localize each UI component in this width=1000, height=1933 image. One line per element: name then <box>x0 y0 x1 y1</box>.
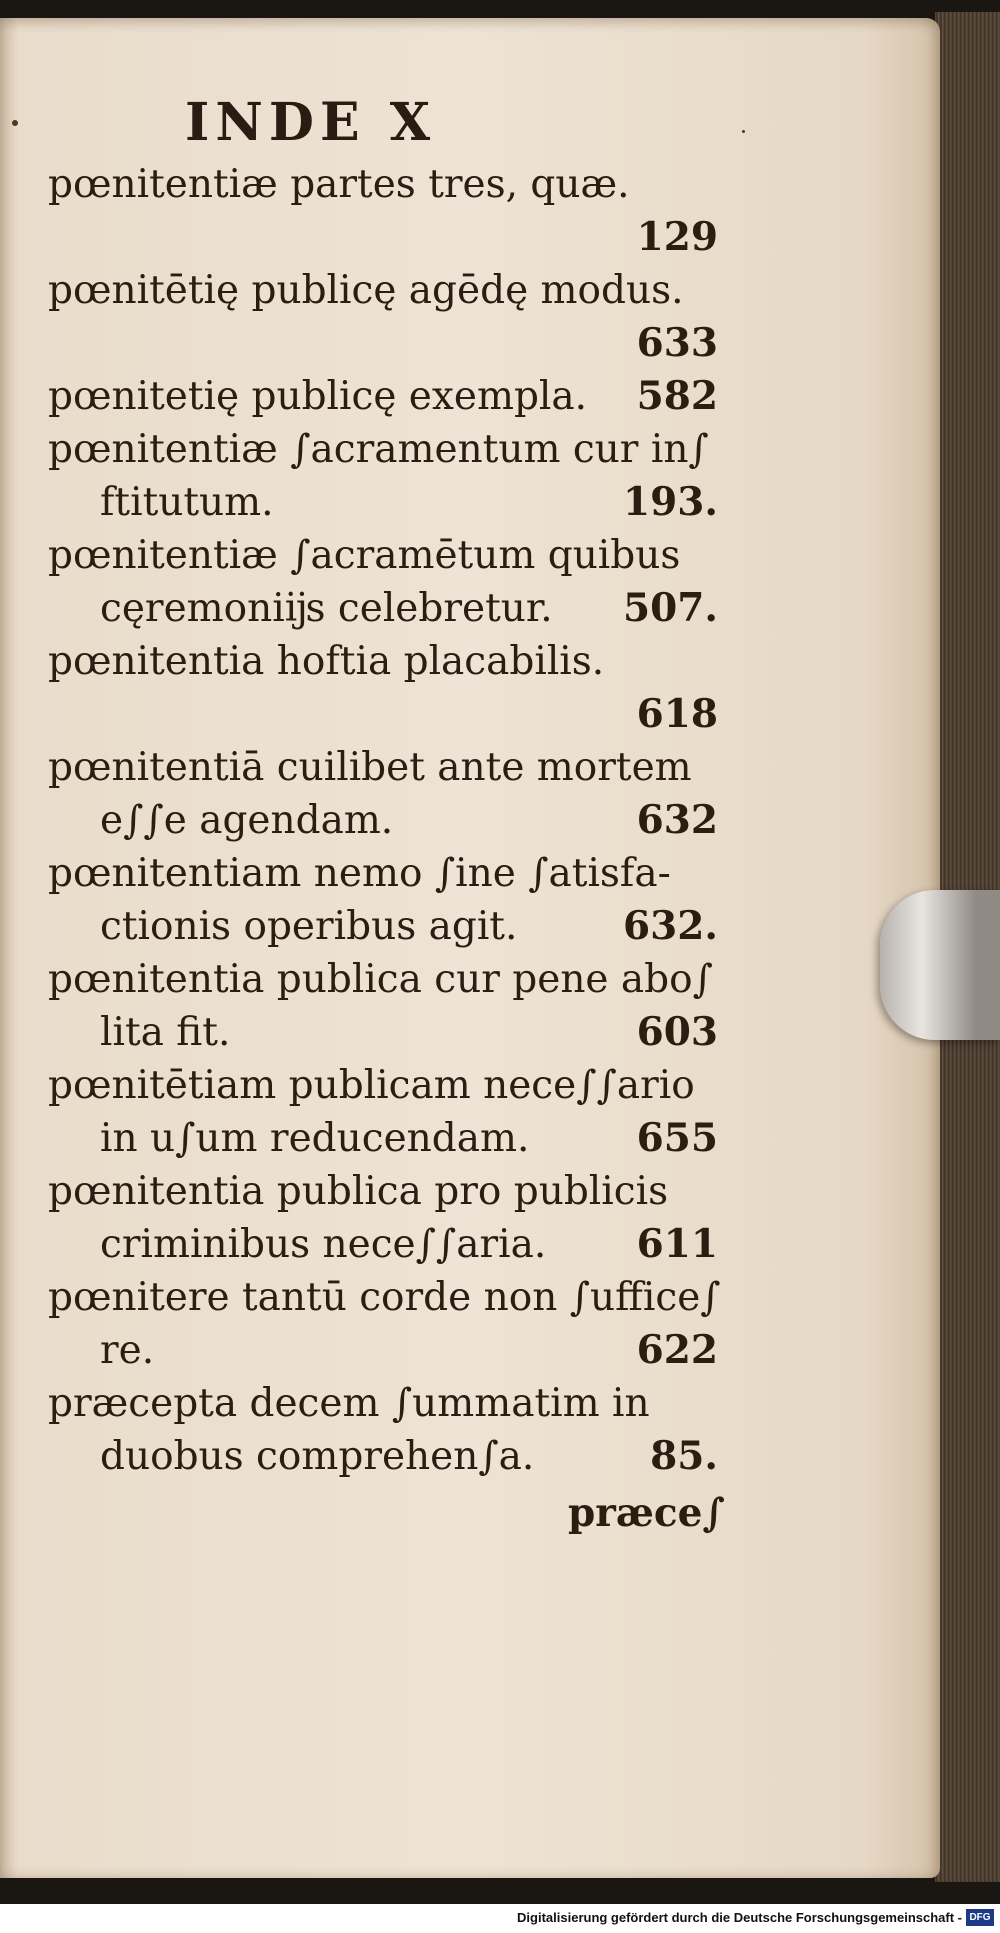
catchword: præce∫ <box>568 1490 725 1536</box>
entry-text: pœnitentia hoftia placabilis. <box>48 639 605 684</box>
index-entries <box>48 158 721 1483</box>
entry-page-number: 129 <box>636 214 718 260</box>
entry-text-continuation: ftitutum. <box>100 480 274 525</box>
index-entry <box>48 635 718 741</box>
entry-page-number: 632 <box>636 797 718 843</box>
entry-text: pœnitentiæ ∫acramentum cur in∫ <box>48 427 709 472</box>
index-entry <box>48 529 718 635</box>
ink-speck <box>12 120 18 126</box>
entry-text-continuation: criminibus nece∫∫aria. <box>100 1222 547 1267</box>
entry-text: pœnitentiā cuilibet ante mortem <box>48 745 692 790</box>
entry-text-continuation: e∫∫e agendam. <box>100 798 394 843</box>
index-entry <box>48 264 718 370</box>
entry-text-continuation: lita fit. <box>100 1010 231 1055</box>
footer-bar <box>0 1904 1000 1933</box>
index-entry <box>48 847 718 953</box>
entry-page-number: 193. <box>623 479 718 525</box>
entry-text: pœnitentia publica cur pene abo∫ <box>48 957 713 1002</box>
ink-speck <box>742 130 745 133</box>
metal-clasp <box>880 890 1000 1040</box>
entry-page-number: 618 <box>636 691 718 737</box>
entry-page-number: 507. <box>623 585 718 631</box>
entry-text-continuation: re. <box>100 1328 155 1373</box>
index-entry <box>48 1377 718 1483</box>
entry-page-number: 632. <box>623 903 718 949</box>
index-entry <box>48 953 718 1059</box>
entry-text: pœnitētiam publicam nece∫∫ario <box>48 1063 695 1108</box>
entry-page-number: 633 <box>636 320 718 366</box>
entry-page-number: 582 <box>636 373 718 419</box>
index-entry <box>48 158 718 264</box>
entry-text: pœnitetię publicę exempla. <box>48 374 588 419</box>
index-entry <box>48 423 718 529</box>
index-entry <box>48 1059 718 1165</box>
entry-text-continuation: duobus comprehen∫a. <box>100 1434 535 1479</box>
entry-page-number: 611 <box>636 1221 718 1267</box>
entry-text: pœnitentiæ partes tres, quæ. <box>48 162 630 207</box>
page-header: INDE X <box>185 92 437 153</box>
index-entry <box>48 1271 721 1377</box>
entry-text: pœnitentiam nemo ∫ine ∫atisfa- <box>48 851 671 896</box>
index-entry <box>48 370 718 423</box>
entry-text: pœnitentiæ ∫acramētum quibus <box>48 533 681 578</box>
entry-page-number: 85. <box>650 1433 718 1479</box>
entry-page-number: 655 <box>636 1115 718 1161</box>
entry-text-continuation: cęremoniĳs celebretur. <box>100 586 553 631</box>
dfg-logo: DFG <box>966 1909 994 1926</box>
facing-page-bleed <box>0 200 14 1200</box>
entry-page-number: 622 <box>636 1327 718 1373</box>
entry-text-continuation: ctionis operibus agit. <box>100 904 518 949</box>
entry-text: pœnitere tantū corde non ∫uffice∫ <box>48 1275 721 1320</box>
footer-credit: Digitalisierung gefördert durch die Deutsche Forschungsgemeinschaft - <box>517 1910 962 1925</box>
entry-page-number: 603 <box>636 1009 718 1055</box>
index-entry <box>48 1165 718 1271</box>
entry-text: pœnitētię publicę agēdę modus. <box>48 268 684 313</box>
entry-text-continuation: in u∫um reducendam. <box>100 1116 530 1161</box>
entry-text: pœnitentia publica pro publicis <box>48 1169 669 1214</box>
index-entry <box>48 741 718 847</box>
entry-text: præcepta decem ∫ummatim in <box>48 1381 650 1426</box>
